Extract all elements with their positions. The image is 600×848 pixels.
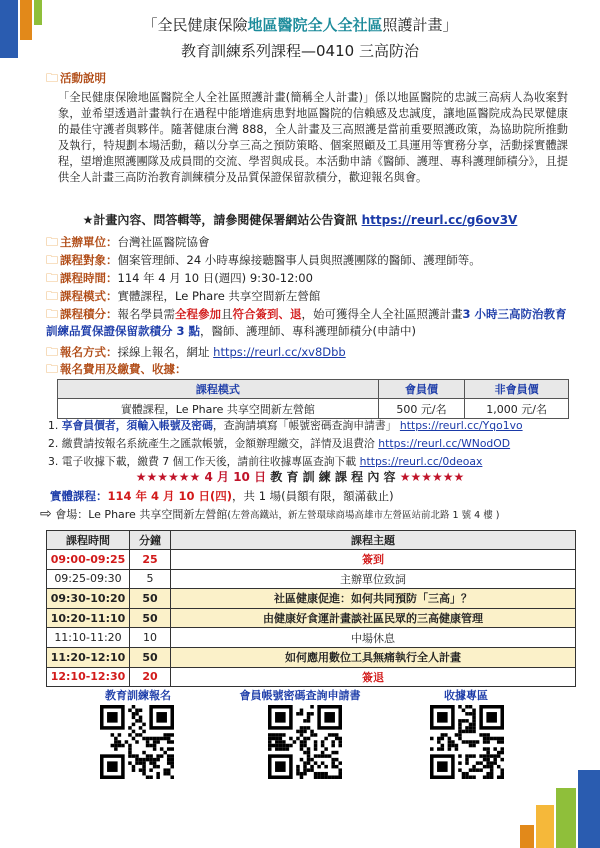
schedule-table: 課程時間 分鐘 課程主題 09:00-09:25 25 簽到 09:25-09:30 5 主辦單位致詞 09:30-10:20 50 社區健康促進：如何共同預防「三高」？ 10:20-11:10 50 由健康好食運計畫談社區民眾的三高健康管理 11:10-11:20 10 中場休息 11:20-12:10 50 如何應用數位工具無痛執行全人計畫 12:10-12:30 20 簽退 xyxy=(46,530,576,687)
qr-code-signup[interactable] xyxy=(100,705,174,779)
info-mode: 🗀 課程模式：實體課程，Le Phare 共享空間新左營館 xyxy=(46,289,321,303)
qr-label-receipt: 收據專區 xyxy=(444,689,488,702)
page-title xyxy=(0,14,600,35)
list-item: 2. 繳費請按報名系統產生之匯款帳號，金額辦理繳交，詳情及退費洽 https://reurl.cc/WNodOD xyxy=(48,437,511,450)
page-subtitle: 教育訓練系列課程—0410 三高防治 xyxy=(181,42,419,60)
fee-heading: 🗀 報名費用及繳費、收據： xyxy=(46,362,187,376)
table-row: 09:25-09:30 5 主辦單位致詞 xyxy=(47,569,576,589)
folder-icon: 🗀 xyxy=(46,289,59,303)
fee-table xyxy=(57,379,569,419)
qr-code-receipt[interactable] xyxy=(430,705,504,779)
notice-line: ★計畫內容、問答輯等，請參閱健保署網站公告資訊 https://reurl.cc/g6ov3V xyxy=(82,213,518,227)
fee-header-member: 會員價 xyxy=(378,380,465,399)
folder-icon: 🗀 xyxy=(46,235,59,249)
corner-decoration-top-left xyxy=(0,0,60,75)
qr-label-account: 會員帳號密碼查詢申請書 xyxy=(239,689,361,702)
qr-code-account[interactable] xyxy=(268,705,342,779)
info-signup: 🗀 報名方式：採線上報名，網址 https://reurl.cc/xv8Dbb xyxy=(46,345,346,359)
intro-heading: 🗀 活動說明 xyxy=(46,71,107,85)
info-time: 🗀 課程時間：114 年 4 月 10 日(週四) 9:30-12:00 xyxy=(46,271,313,285)
folder-icon: 🗀 xyxy=(46,253,59,267)
folder-icon: 🗀 xyxy=(46,71,59,85)
folder-icon: 🗀 xyxy=(46,362,59,376)
info-credit: 🗀 課程積分：報名學員需全程參加且符合簽到、退，始可獲得全人全社區照護計畫3 小時三高防治教育訓練品質保證保留款積分 3 點，醫師、護理師、專科護理師積分(申請中) xyxy=(46,307,567,338)
fee-notes xyxy=(48,417,578,471)
table-row: 09:00-09:25 25 簽到 xyxy=(47,550,576,570)
venue-line: ⇨ 會場：Le Phare 共享空間新左營館(左營高鐵站，新左營環球商場高雄市左營區站前北路 1 號 4 樓 ) xyxy=(40,506,500,522)
title-highlight: 地區醫院全人全社區 xyxy=(247,16,383,34)
program-banner: ★★★★★★ 4 月 10 日 教 育 訓 練 課 程 內 容 ★★★★★★ xyxy=(135,470,465,484)
fee-header-nonmember: 非會員價 xyxy=(465,380,569,399)
info-audience: 🗀 課程對象：個案管理師、24 小時專線接聽醫事人員與照護團隊的醫師、護理師等。 xyxy=(46,253,481,267)
corner-decoration-bottom-right xyxy=(520,770,600,848)
title-suffix: 照護計畫」 xyxy=(382,16,458,34)
table-row: 實體課程，Le Phare 共享空間新左營館 500 元/名 1,000 元/名 xyxy=(58,399,569,419)
qr-label-signup: 教育訓練報名 xyxy=(105,689,171,702)
arrow-right-icon: ⇨ xyxy=(40,506,52,522)
intro-paragraph: 「全民健康保險地區醫院全人全社區照護計畫(簡稱全人計畫)」係以地區醫院的忠誠三高病人為收案對象，並希望透過計畫執行在過程中能增進病患對地區醫院的信賴感及忠誠度，讓地區醫院成為民眾健康的最佳守護者與夥伴。隨著健康台灣 888，全人計畫及三高照護是當前重要照護政策，為協助院所推動及執行，特規劃本場活動，藉以分享三高之預防策略、個案照顧及工具運用等實務分享，活動採實體課程，望增進照護團隊及成員間的交流、學習與成長。本活動申請《醫師、護理、專科護理師積分》，且提供全人計畫三高防治教育訓練積分及品質保證保留款積分，歡迎報名與會。 xyxy=(58,91,568,184)
fee-header-mode: 課程模式 xyxy=(58,380,379,399)
table-row: 11:20-12:10 50 如何應用數位工具無痛執行全人計畫 xyxy=(47,647,576,667)
list-item: 3. 電子收據下載，繳費 7 個工作天後，請前往收據專區查詢下載 https://reurl.cc/0deoax xyxy=(48,455,483,468)
title-prefix: 「全民健康保險 xyxy=(142,16,248,34)
session-line: 實體課程：114 年 4 月 10 日(四)，共 1 場(員額有限，額滿截止) xyxy=(50,489,394,503)
table-row: 09:30-10:20 50 社區健康促進：如何共同預防「三高」？ xyxy=(47,589,576,609)
table-row: 10:20-11:10 50 由健康好食運計畫談社區民眾的三高健康管理 xyxy=(47,608,576,628)
folder-icon: 🗀 xyxy=(46,345,59,359)
list-item: 1. 享會員價者，須輸入帳號及密碼，查詢請填寫「帳號密碼查詢申請書」 https://reurl.cc/Yqo1vo xyxy=(48,419,523,432)
folder-icon: 🗀 xyxy=(46,307,59,321)
table-row: 11:10-11:20 10 中場休息 xyxy=(47,628,576,648)
signup-link[interactable]: https://reurl.cc/xv8Dbb xyxy=(213,345,346,359)
folder-icon: 🗀 xyxy=(46,271,59,285)
table-row: 12:10-12:30 20 簽退 xyxy=(47,667,576,687)
notice-link[interactable]: https://reurl.cc/g6ov3V xyxy=(361,213,518,227)
info-organizer: 🗀 主辦單位：台灣社區醫院協會 xyxy=(46,235,210,249)
